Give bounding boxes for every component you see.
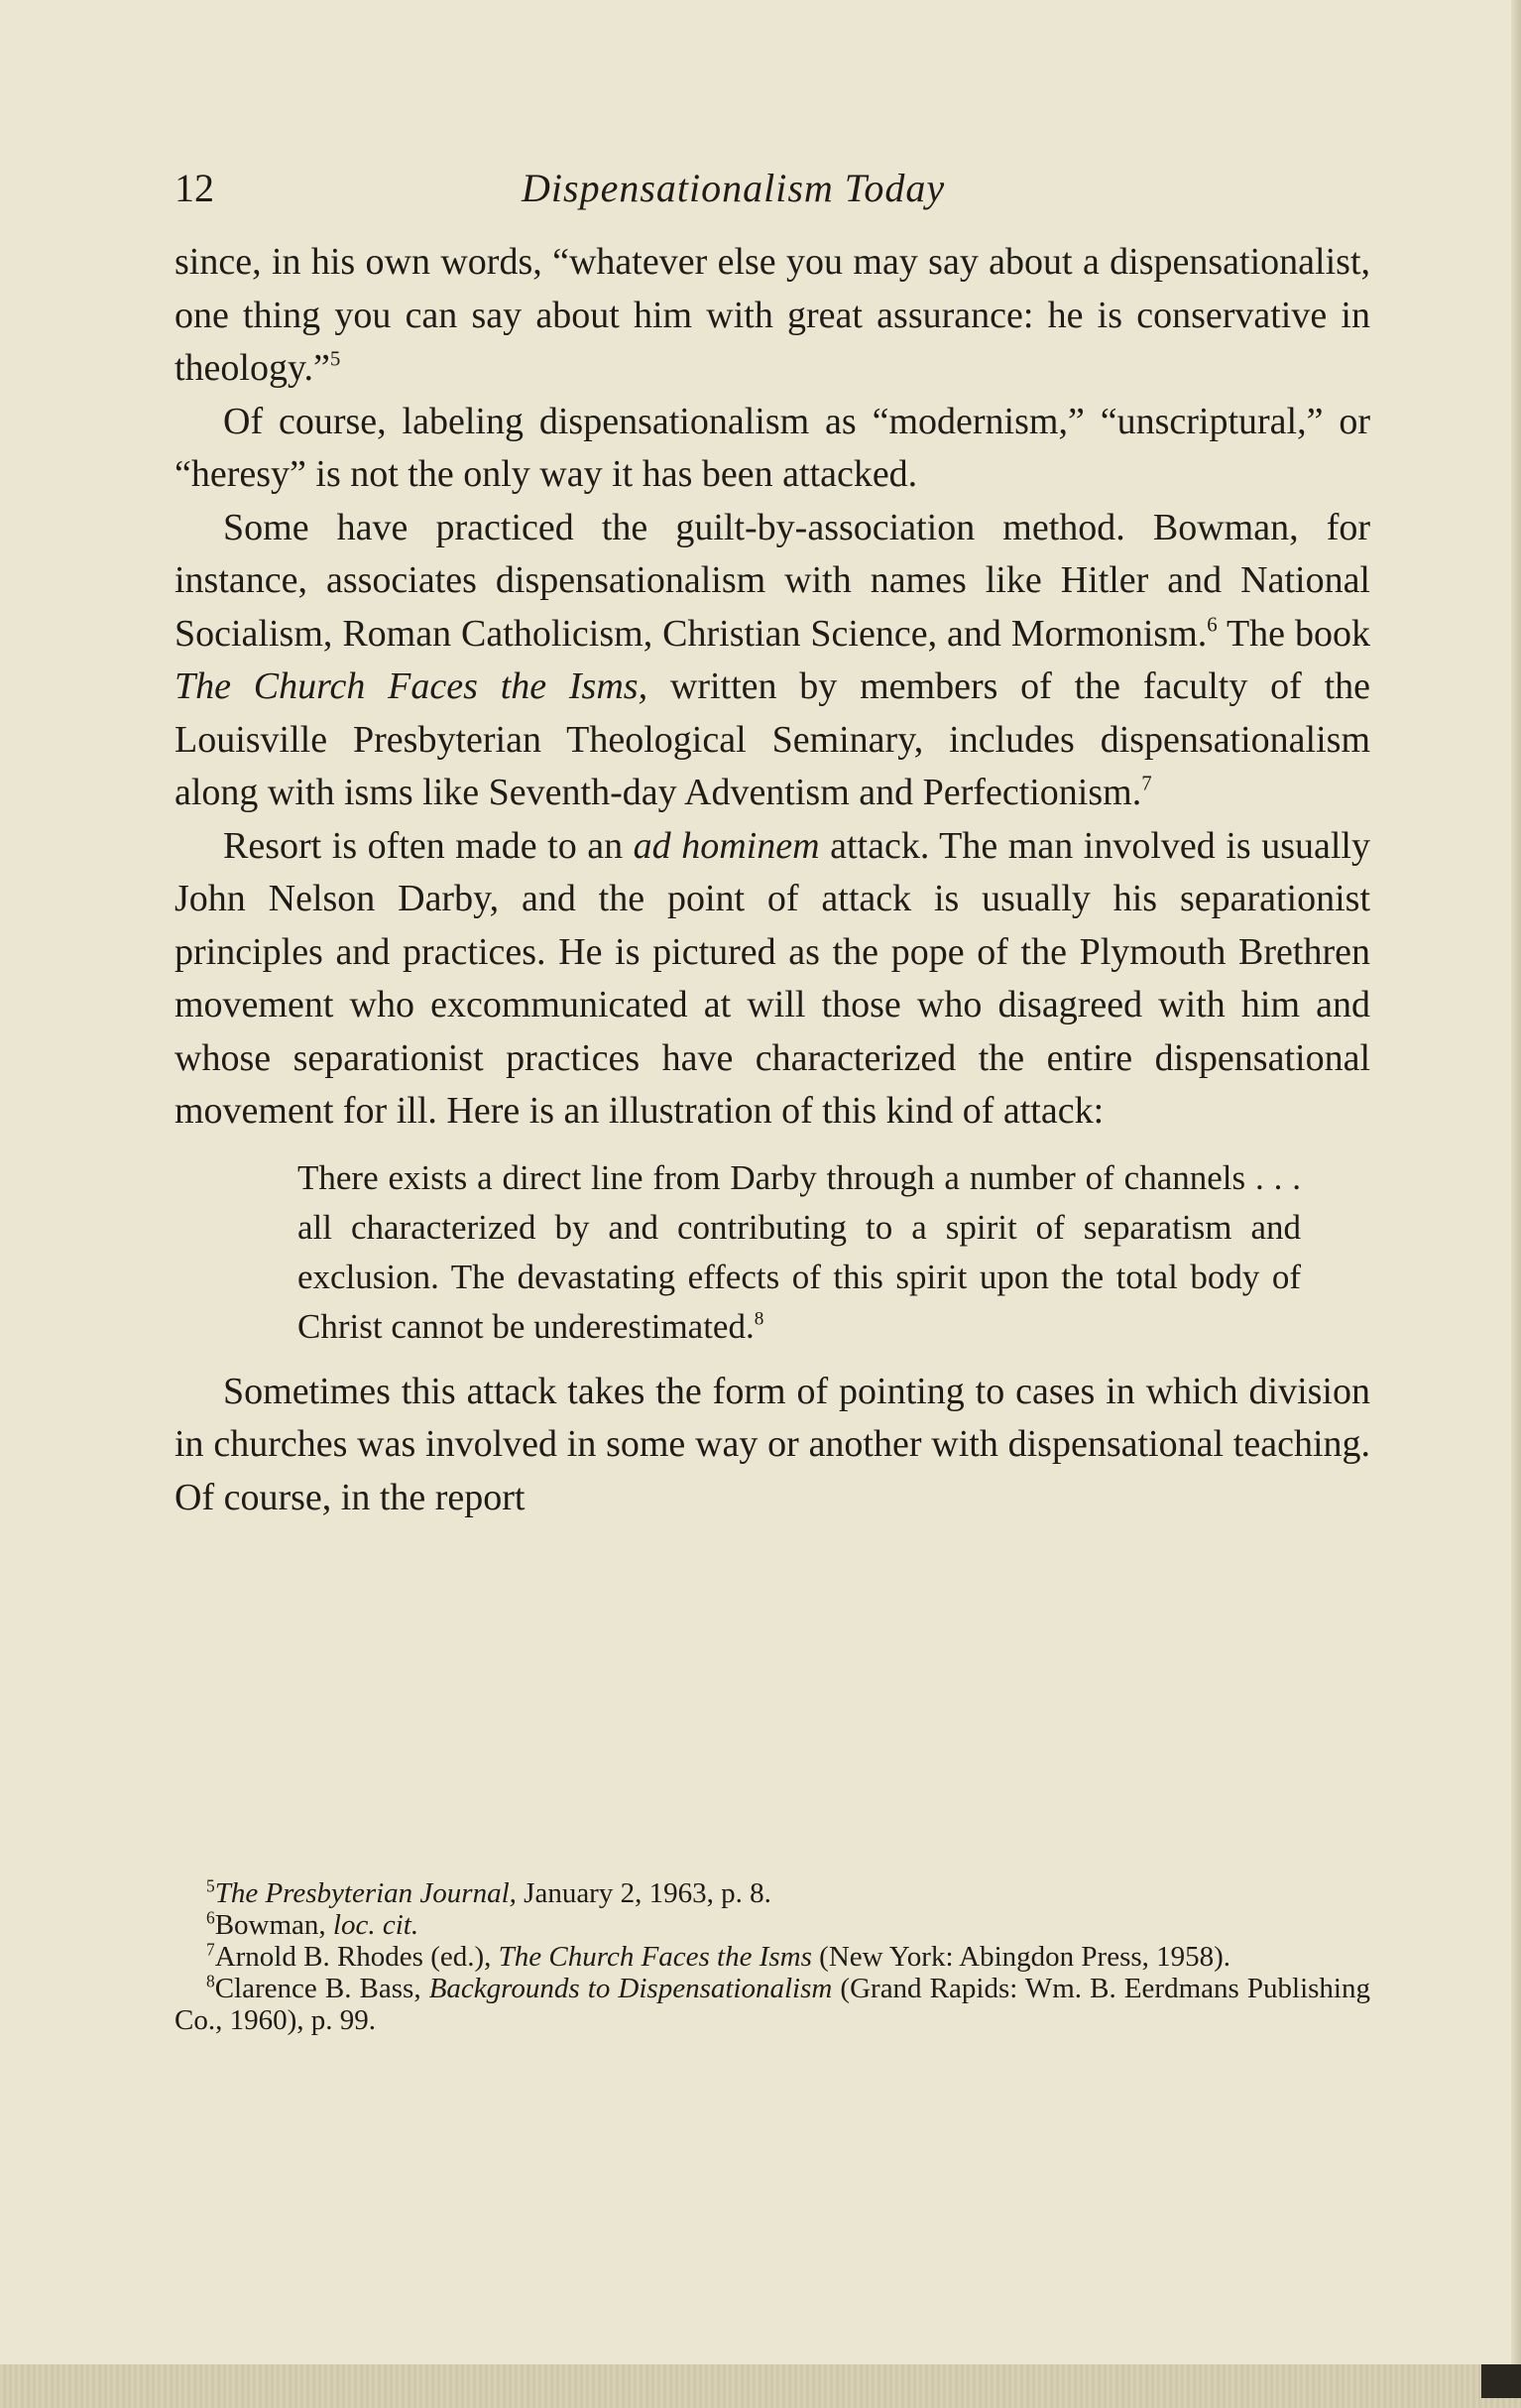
footnote-8 bbox=[175, 1973, 1370, 2036]
latin-phrase: ad hominem bbox=[633, 824, 820, 867]
footnote-italic: loc. cit. bbox=[332, 1909, 419, 1941]
paragraph-1 bbox=[175, 236, 1370, 396]
footnote-text: (Grand Rapids: Wm. B. Eerdmans Publishing Co., 1960), p. 99. bbox=[175, 1973, 1370, 2036]
paragraph-3-text-3: written by members of the faculty of the Louisville Presbyterian Theological Seminary, includes dispensationalism along with isms like Seventh-day Adventism and Perfectionism. bbox=[175, 665, 1371, 813]
paragraph-5-text: Sometimes this attack takes the form of pointing to cases in which division in churches was involved in some way or another with dispensational teaching. Of course, in the report bbox=[175, 1370, 1370, 1518]
footnotes bbox=[175, 1877, 1370, 2036]
paragraph-3-text: Some have practiced the guilt-by-association method. Bowman, for instance, associates dispensationalism with names like Hitler and National Socialism, Roman Catholicism, Christian Science, and Mormonism. bbox=[175, 506, 1370, 655]
footnote-ref-5: 5 bbox=[329, 346, 341, 371]
paragraph-4-text-2: attack. The man involved is usually John Nelson Darby, and the point of attack is usually his separationist principles and practices. He is pictured as the pope of the Plymouth Brethren movement who excommunicated at will those who disagreed with him and whose separationist practices have characterized the entire dispensational movement for ill. Here is an illustration of this kind of attack: bbox=[175, 824, 1370, 1132]
footnote-number: 5 bbox=[206, 1875, 215, 1896]
quote-text bbox=[297, 1153, 1301, 1352]
quote-body: There exists a direct line from Darby through a number of channels . . . all characterized by and contributing to a spirit of separatism and exclusion. The devastating effects of this spirit upon the total body of Christ cannot be underestimated. bbox=[297, 1157, 1301, 1346]
footnote-text: Bowman, bbox=[214, 1909, 333, 1941]
footnote-7 bbox=[175, 1941, 1370, 1973]
footnote-ref-8: 8 bbox=[754, 1308, 764, 1330]
scan-bottom-edge bbox=[0, 2364, 1521, 2408]
page-number: 12 bbox=[175, 166, 214, 210]
footnote-6 bbox=[175, 1909, 1370, 1941]
footnote-italic: Backgrounds to Dispensationalism bbox=[428, 1973, 833, 2004]
book-title: The Church Faces the Isms, bbox=[175, 665, 648, 707]
footnote-number: 7 bbox=[206, 1939, 215, 1960]
scan-corner-mark bbox=[1481, 2364, 1521, 2398]
page-header bbox=[175, 159, 1370, 218]
paragraph-1-text: since, in his own words, “whatever else you may say about a dispensationalist, one thing you can say about him with great assurance: he is conservative in theology.” bbox=[175, 241, 1370, 389]
footnote-italic: The Presbyterian Journal, bbox=[214, 1877, 517, 1909]
footnote-ref-7: 7 bbox=[1141, 771, 1152, 795]
paragraph-2 bbox=[175, 396, 1370, 502]
block-quote bbox=[175, 1153, 1370, 1352]
footnote-text: (New York: Abingdon Press, 1958). bbox=[811, 1941, 1231, 1973]
paragraph-4 bbox=[175, 820, 1370, 1139]
footnote-italic: The Church Faces the Isms bbox=[498, 1941, 812, 1973]
paragraph-3-text-2: The book bbox=[1217, 612, 1370, 655]
running-title: Dispensationalism Today bbox=[522, 166, 946, 210]
page-edge bbox=[1511, 0, 1521, 2408]
footnote-text: January 2, 1963, p. 8. bbox=[516, 1877, 771, 1909]
paragraph-3 bbox=[175, 502, 1370, 820]
paragraph-4-text: Resort is often made to an bbox=[223, 824, 634, 867]
body-text bbox=[175, 236, 1370, 1524]
footnote-text: Arnold B. Rhodes (ed.), bbox=[214, 1941, 499, 1973]
footnote-ref-6: 6 bbox=[1207, 611, 1218, 636]
paragraph-2-text: Of course, labeling dispensationalism as “modernism,” “unscriptural,” or “heresy” is not the only way it has been attacked. bbox=[175, 400, 1370, 495]
paragraph-5 bbox=[175, 1366, 1370, 1525]
footnote-text: Clarence B. Bass, bbox=[214, 1973, 429, 2004]
footnote-number: 8 bbox=[206, 1971, 215, 1991]
footnote-5 bbox=[175, 1877, 1370, 1909]
footnote-number: 6 bbox=[206, 1907, 215, 1928]
